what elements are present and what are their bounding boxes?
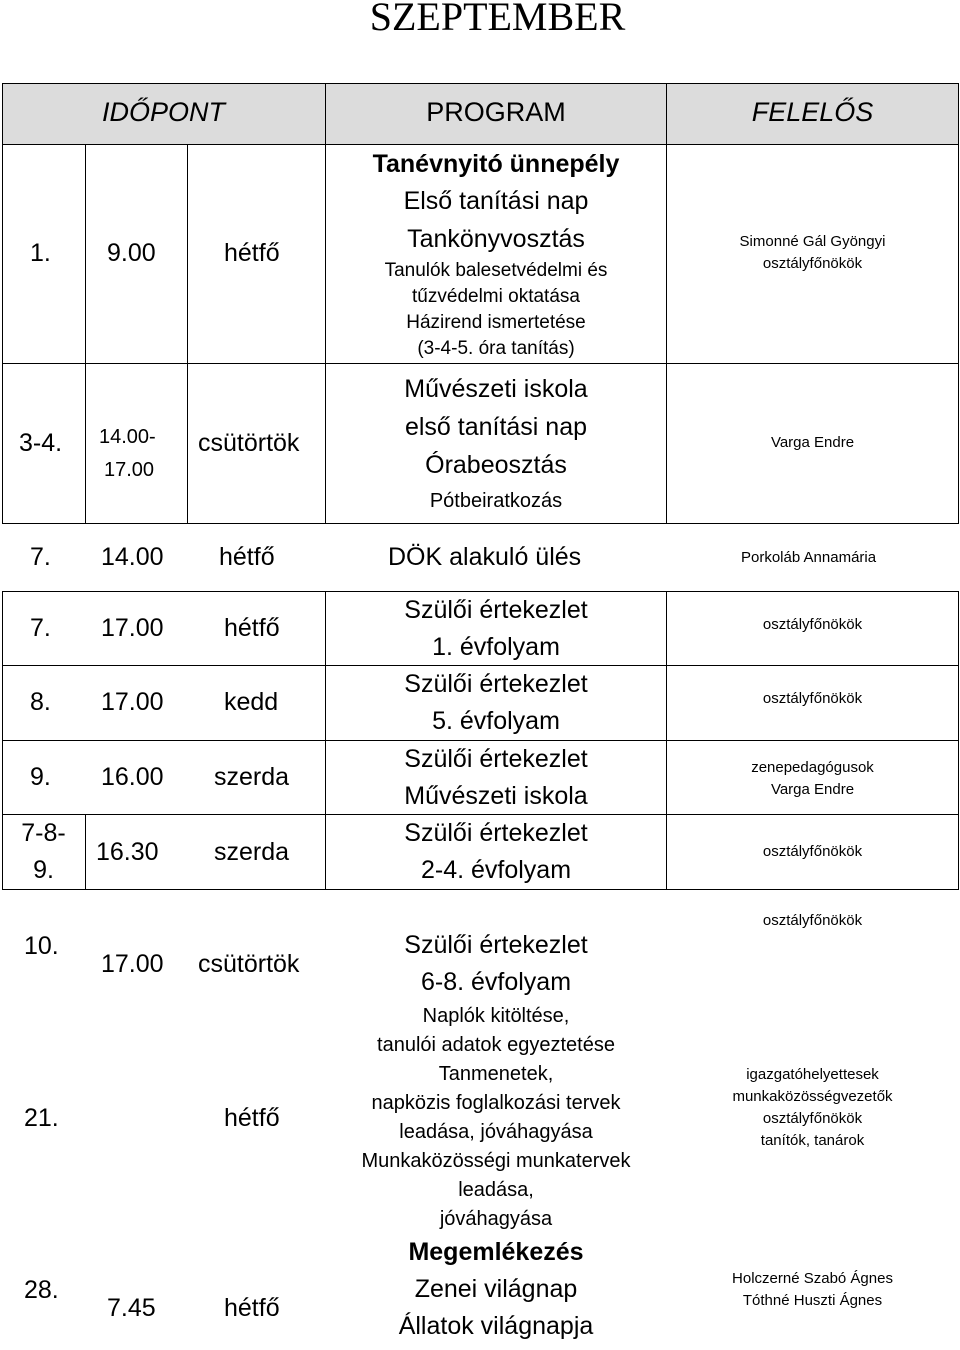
event-day: 7.: [30, 614, 51, 642]
event-weekday: hétfő: [219, 543, 275, 571]
event-time: 17.00: [101, 950, 164, 978]
event-day: 3-4.: [19, 429, 63, 457]
event-time: 14.00: [101, 543, 164, 571]
event-program: DÖK alakuló ülés: [388, 543, 582, 571]
event-day: 7-8- 9.: [21, 819, 66, 884]
event-time: 16.00: [101, 763, 164, 791]
event-weekday: hétfő: [224, 1294, 280, 1322]
grid-col-day-time: [85, 144, 86, 524]
event-day: 28.: [24, 1276, 59, 1304]
event-responsible: Porkoláb Annamária: [741, 549, 877, 566]
event-weekday: csütörtök: [198, 950, 300, 978]
event-day: 9.: [30, 763, 51, 791]
event-weekday: hétfő: [224, 1104, 280, 1132]
event-time: 7.45: [107, 1294, 156, 1322]
event-program: Szülői értekezlet Művészeti iskola: [404, 745, 588, 810]
event-responsible: Holczerné Szabó Ágnes Tóthné Huszti Ágnes: [732, 1270, 893, 1309]
event-weekday: szerda: [214, 763, 290, 791]
event-day: 21.: [24, 1104, 59, 1132]
event-responsible: Simonné Gál Gyöngyi osztályfőnökök: [739, 233, 886, 272]
event-weekday: hétfő: [224, 614, 280, 642]
event-responsible: zenepedagógusok Varga Endre: [751, 759, 874, 798]
event-weekday: csütörtök: [198, 429, 300, 457]
event-responsible: osztályfőnökök: [762, 616, 863, 633]
event-responsible: osztályfőnökök: [762, 912, 863, 929]
event-program: Szülői értekezlet 5. évfolyam: [404, 670, 588, 735]
grid-left-border: [2, 144, 3, 524]
event-time: 17.00: [101, 614, 164, 642]
event-day: 8.: [30, 688, 51, 716]
event-day: 1.: [30, 239, 51, 267]
grid-bottom-border-2: [2, 889, 959, 890]
event-weekday: hétfő: [224, 239, 280, 267]
event-program: Naplók kitöltése, tanulói adatok egyeztetése Tanmenetek, napközis foglalkozási tervek leadása, jóváhagyása Munkaközösségi munkatervek leadása, jóváhagyása: [361, 1005, 631, 1230]
header-program: PROGRAM: [426, 97, 566, 127]
event-responsible: osztályfőnökök: [762, 843, 863, 860]
event-time: 9.00: [107, 239, 156, 267]
table-border-top: [2, 83, 959, 84]
event-program: Művészeti iskola első tanítási nap Órabeosztás Pótbeiratkozás: [404, 375, 588, 512]
event-weekday: szerda: [214, 838, 290, 866]
grid-row-divider-1: [2, 363, 959, 364]
event-program: Megemlékezés Zenei világnap Állatok világnapja: [398, 1238, 594, 1340]
grid-right-border-2: [958, 591, 959, 890]
event-time: 17.00: [101, 688, 164, 716]
event-responsible: osztályfőnökök: [762, 690, 863, 707]
event-program: Szülői értekezlet 1. évfolyam: [404, 596, 588, 661]
table-header-divider: [2, 144, 959, 145]
table-border-right: [958, 83, 959, 145]
grid-col-day-2: [85, 814, 86, 890]
event-day: 7.: [30, 543, 51, 571]
event-weekday: kedd: [224, 688, 279, 716]
event-program: Szülői értekezlet 2-4. évfolyam: [404, 819, 588, 884]
page-title: SZEPTEMBER: [369, 0, 626, 39]
event-day: 10.: [24, 932, 59, 960]
grid-bottom-border: [2, 523, 959, 524]
event-responsible: igazgatóhelyettesek munkaközösségvezetők osztályfőnökök tanítók, tanárok: [732, 1066, 893, 1149]
event-program: Szülői értekezlet 6-8. évfolyam: [404, 931, 588, 996]
header-idopont: IDŐPONT: [101, 97, 225, 127]
event-program: Tanévnyitó ünnepély Első tanítási nap Tankönyvosztás Tanulók balesetvédelmi és tűzvédelmi oktatása Házirend ismertetése (3-4-5. óra tanítás): [372, 150, 620, 359]
event-time: 16.30: [96, 838, 159, 866]
header-felelos: FELELŐS: [751, 97, 874, 127]
grid-col-time-weekday: [187, 144, 188, 524]
grid-col-program-felelos: [666, 144, 667, 524]
event-time: 14.00- 17.00: [99, 426, 156, 481]
event-responsible: Varga Endre: [770, 434, 855, 451]
grid-right-border: [958, 144, 959, 524]
